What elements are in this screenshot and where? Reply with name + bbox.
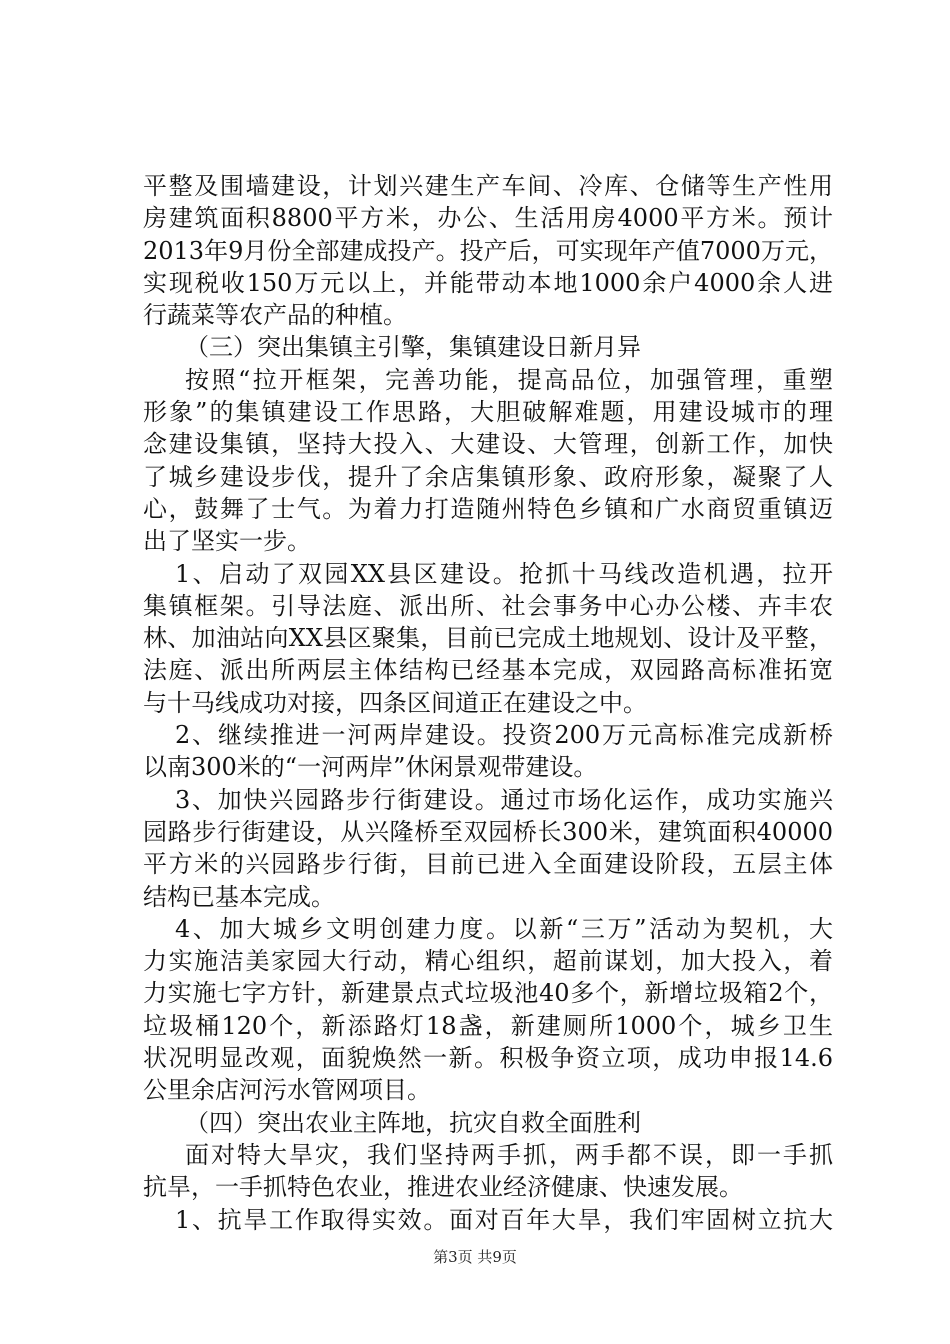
text-line: 状况明显改观，面貌焕然一新。积极争资立项，成功申报14.6 — [143, 1044, 833, 1073]
text-line: 平整及围墙建设，计划兴建生产车间、冷库、仓储等生产性用 — [143, 172, 833, 200]
text-line: 面对特大旱灾，我们坚持两手抓，两手都不误，即一手抓 — [185, 1140, 833, 1169]
text-line: 结构已基本完成。 — [143, 882, 335, 911]
text-line: 2013年9月份全部建成投产。投产后，可实现年产值7000万元， — [143, 236, 833, 265]
text-line: 集镇框架。引导法庭、派出所、社会事务中心办公楼、卉丰农 — [143, 591, 833, 620]
text-line: （三）突出集镇主引擎，集镇建设日新月异 — [185, 333, 641, 362]
text-line: 3、加快兴园路步行街建设。通过市场化运作，成功实施兴 — [175, 785, 833, 814]
text-line: 力实施洁美家园大行动，精心组织，超前谋划，加大投入，着 — [143, 947, 833, 976]
text-line: 法庭、派出所两层主体结构已经基本完成，双园路高标准拓宽 — [143, 656, 833, 685]
text-line: 念建设集镇，坚持大投入、大建设、大管理，创新工作，加快 — [143, 430, 833, 459]
text-line: 公里余店河污水管网项目。 — [143, 1076, 431, 1105]
text-line: 力实施七字方针，新建景点式垃圾池40多个，新增垃圾箱2个， — [143, 979, 833, 1008]
text-line: 1、启动了双园XX县区建设。抢抓十马线改造机遇，拉开 — [175, 559, 833, 588]
text-line: 形象”的集镇建设工作思路，大胆破解难题，用建设城市的理 — [143, 398, 833, 427]
text-line: 2、继续推进一河两岸建设。投资200万元高标准完成新桥 — [175, 721, 833, 750]
page-footer: 第3页 共9页 — [433, 1248, 517, 1266]
text-line: （四）突出农业主阵地，抗灾自救全面胜利 — [185, 1108, 641, 1137]
text-line: 平方米的兴园路步行街，目前已进入全面建设阶段，五层主体 — [143, 850, 833, 879]
text-line: 与十马线成功对接，四条区间道正在建设之中。 — [143, 688, 647, 717]
text-line: 心，鼓舞了士气。为着力打造随州特色乡镇和广水商贸重镇迈 — [143, 494, 833, 523]
text-line: 1、抗旱工作取得实效。面对百年大旱，我们牢固树立抗大 — [175, 1205, 833, 1234]
text-line: 以南300米的“一河两岸”休闲景观带建设。 — [143, 753, 598, 782]
text-line: 实现税收150万元以上，并能带动本地1000余户4000余人进 — [143, 268, 833, 297]
text-line: 了城乡建设步伐，提升了余店集镇形象、政府形象，凝聚了人 — [143, 462, 833, 491]
text-line: 4、加大城乡文明创建力度。以新“三万”活动为契机，大 — [175, 914, 833, 943]
text-line: 出了坚实一步。 — [143, 527, 311, 556]
text-line: 行蔬菜等农产品的种植。 — [143, 301, 407, 330]
text-line: 按照“拉开框架，完善功能，提高品位，加强管理，重塑 — [185, 365, 833, 394]
text-line: 房建筑面积8800平方米，办公、生活用房4000平方米。预计 — [143, 204, 833, 233]
text-line: 林、加油站向XX县区聚集，目前已完成土地规划、设计及平整， — [143, 624, 833, 653]
document-body — [143, 170, 833, 1236]
text-line: 垃圾桶120个，新添路灯18盏，新建厕所1000个，城乡卫生 — [143, 1011, 833, 1040]
text-line: 抗旱，一手抓特色农业，推进农业经济健康、快速发展。 — [143, 1173, 743, 1202]
text-line: 园路步行街建设，从兴隆桥至双园桥长300米，建筑面积40000 — [143, 817, 833, 846]
